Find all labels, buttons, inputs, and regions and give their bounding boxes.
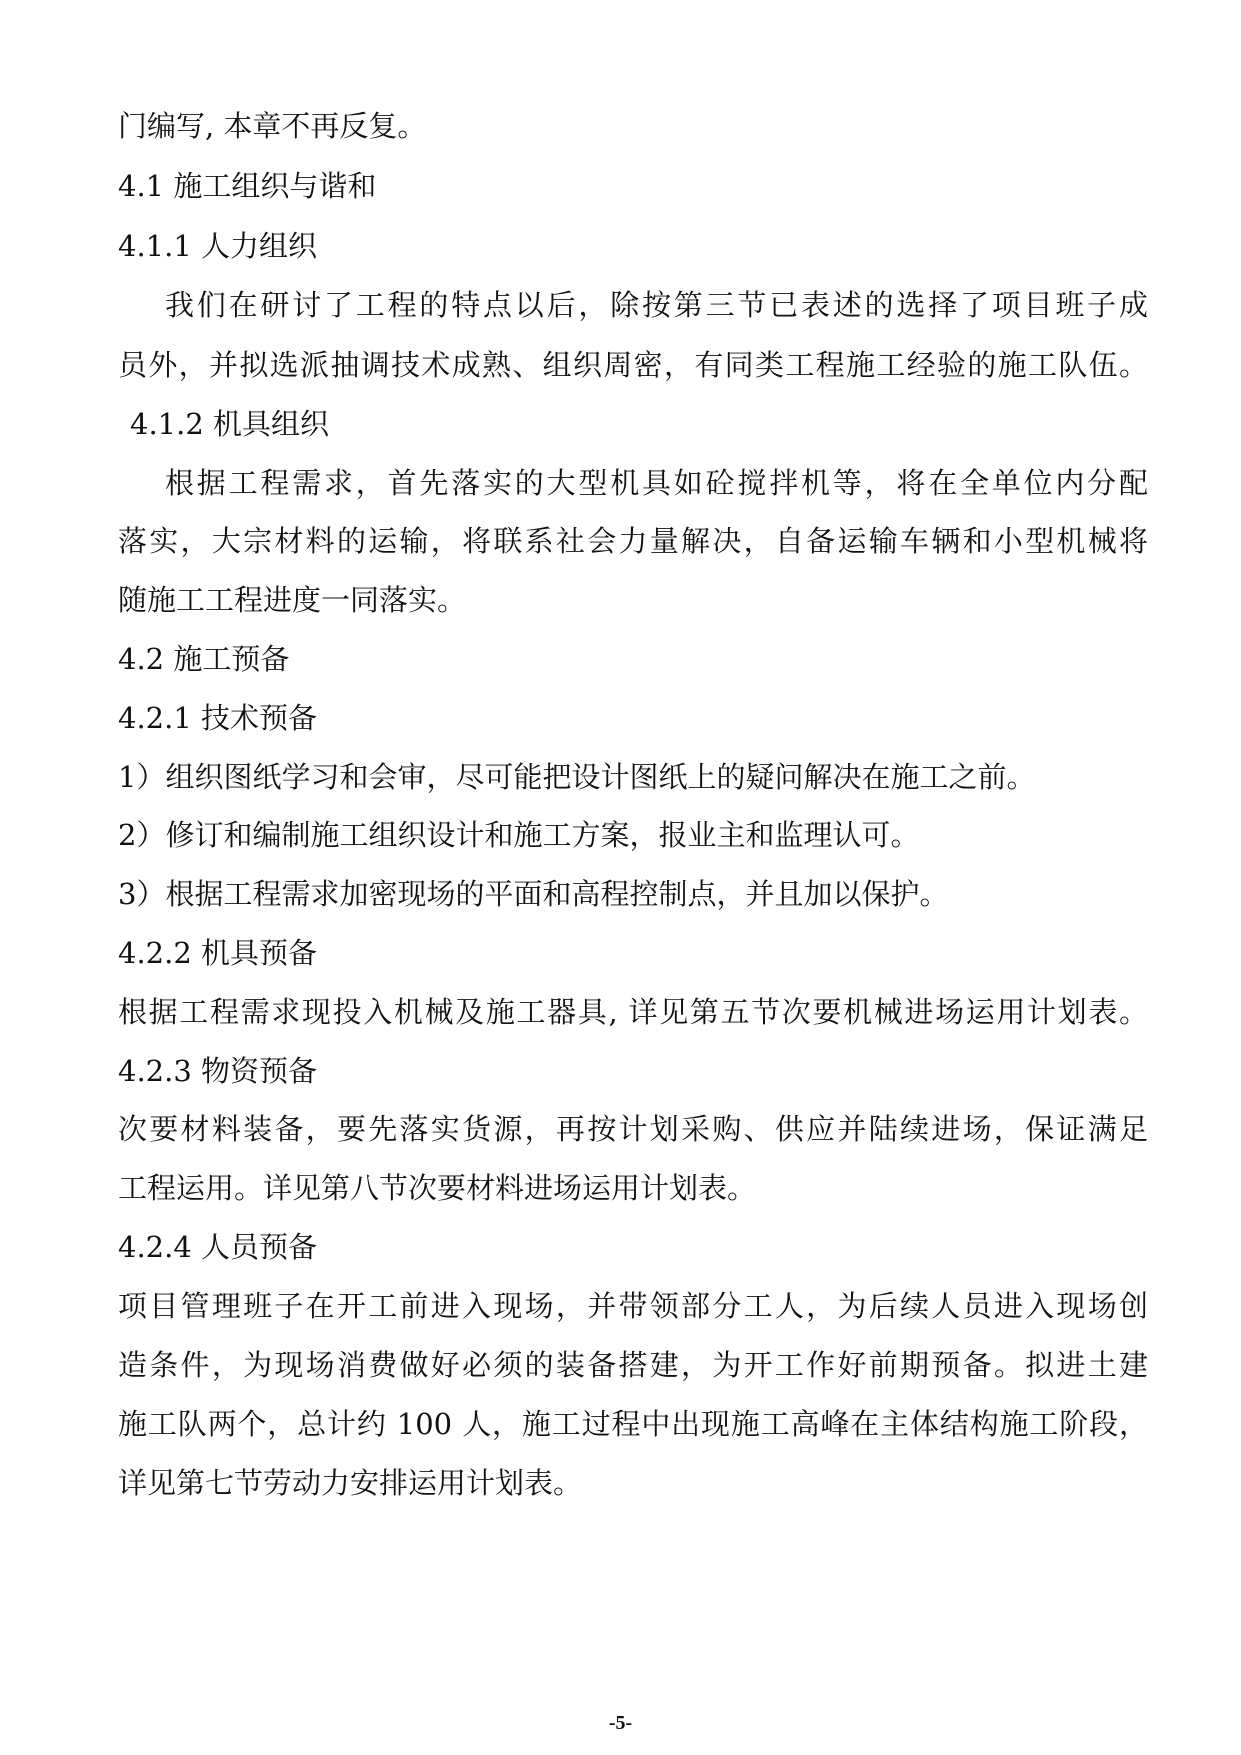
- subsection-heading: 4.2.4 人员预备: [118, 1230, 318, 1264]
- section-heading: 4.1 施工组织与谐和: [118, 169, 377, 203]
- section-heading: 4.2 施工预备: [118, 642, 290, 676]
- list-item: 2）修订和编制施工组织设计和施工方案，报业主和监理认可。: [118, 818, 920, 852]
- paragraph-line: 门编写, 本章不再反复。: [118, 109, 427, 143]
- paragraph-line: 我们在研讨了工程的特点以后，除按第三节已表述的选择了项目班子成: [165, 288, 1148, 322]
- page-number: -5-: [608, 1712, 633, 1734]
- subsection-heading: 4.2.2 机具预备: [118, 936, 318, 970]
- paragraph-line: 落实，大宗材料的运输，将联系社会力量解决，自备运输车辆和小型机械将: [118, 524, 1148, 558]
- paragraph-line: 根据工程需求，首先落实的大型机具如砼搅拌机等，将在全单位内分配: [165, 466, 1148, 500]
- subsection-heading: 4.1.1 人力组织: [118, 229, 318, 263]
- paragraph-line: 随施工工程进度一同落实。: [118, 583, 467, 617]
- paragraph-line: 施工队两个，总计约 100 人，施工过程中出现施工高峰在主体结构施工阶段，: [118, 1407, 1148, 1441]
- paragraph-line: 根据工程需求现投入机械及施工器具, 详见第五节次要机械进场运用计划表。: [118, 995, 1148, 1029]
- subsection-heading: 4.2.1 技术预备: [118, 701, 318, 735]
- subsection-heading: 4.2.3 物资预备: [118, 1054, 318, 1088]
- paragraph-line: 项目管理班子在开工前进入现场，并带领部分工人，为后续人员进入现场创: [118, 1289, 1148, 1323]
- paragraph-line: 工程运用。详见第八节次要材料进场运用计划表。: [118, 1171, 757, 1205]
- paragraph-line: 次要材料装备，要先落实货源，再按计划采购、供应并陆续进场，保证满足: [118, 1112, 1148, 1146]
- list-item: 1）组织图纸学习和会审，尽可能把设计图纸上的疑问解决在施工之前。: [118, 760, 1036, 794]
- paragraph-line: 详见第七节劳动力安排运用计划表。: [118, 1466, 583, 1500]
- paragraph-line: 员外，并拟选派抽调技术成熟、组织周密，有同类工程施工经验的施工队伍。: [118, 348, 1148, 382]
- subsection-heading: 4.1.2 机具组织: [130, 407, 330, 441]
- paragraph-line: 造条件，为现场消费做好必须的装备搭建，为开工作好前期预备。拟进土建: [118, 1348, 1148, 1382]
- list-item: 3）根据工程需求加密现场的平面和高程控制点，并且加以保护。: [118, 877, 949, 911]
